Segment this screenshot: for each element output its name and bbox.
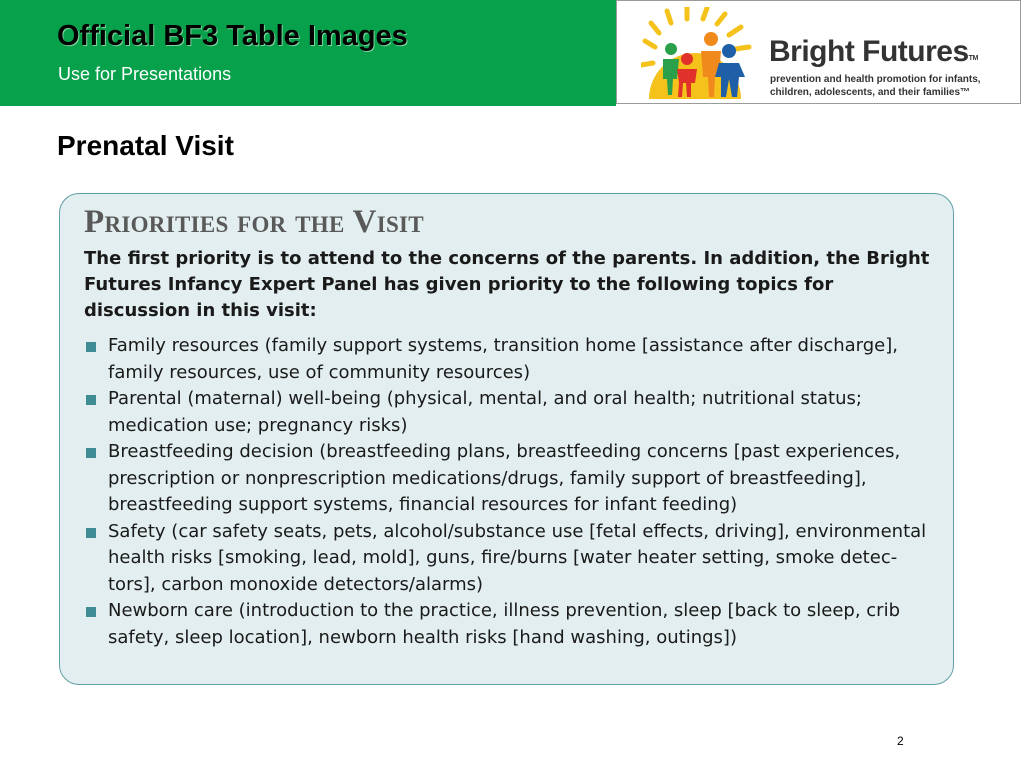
panel-intro: The first priority is to attend to the concerns of the parents. In addition, the Bright Futures Infancy Expert Panel has given priority to the following topics for discussion in this visit: — [84, 248, 930, 321]
list-item-text: Newborn care (introduction to the practice, illness prevention, sleep [back to sleep, crib safety, sleep location], newborn health risks [hand washing, outings]) — [108, 600, 900, 648]
logo-tagline: prevention and health promotion for infants, children, adolescents, and their families™ — [770, 74, 981, 98]
priorities-panel — [59, 193, 954, 685]
list-item-text: Parental (maternal) well-being (physical, mental, and oral health; nutritional status; medication use; pregnancy risks) — [108, 388, 862, 436]
list-item-text: Family resources (family support systems, transition home [assistance after discharge], family resources, use of community resources) — [108, 335, 898, 383]
list-item — [84, 439, 939, 519]
list-item — [84, 519, 939, 599]
trademark-symbol: TM — [968, 55, 978, 62]
header-bar — [0, 0, 616, 106]
page-title: Prenatal Visit — [57, 130, 234, 161]
panel-heading: Priorities for the Visit — [84, 204, 424, 240]
header-subtitle: Use for Presentations — [58, 64, 232, 84]
list-item-text: Breastfeeding decision (breastfeeding plans, breastfeeding concerns [past experiences, prescription or nonprescription medications/drugs, family support of breastfeeding], breastfeeding support systems, financial resources for infant feeding) — [108, 441, 901, 515]
square-bullet-icon — [86, 448, 96, 458]
logo-brand-text: Bright Futures — [769, 35, 969, 68]
square-bullet-icon — [86, 342, 96, 352]
square-bullet-icon — [86, 528, 96, 538]
list-item — [84, 598, 939, 651]
square-bullet-icon — [86, 395, 96, 405]
slide-number: 2 — [897, 734, 904, 748]
list-item — [84, 333, 939, 386]
bright-futures-logo — [616, 0, 1021, 104]
list-item — [84, 386, 939, 439]
topics-list — [84, 333, 939, 651]
logo-brand-name — [769, 35, 978, 69]
list-item-text: Safety (car safety seats, pets, alcohol/substance use [fetal effects, driving], environmental health risks [smoking, lead, mold], guns, fire/burns [water heater setting, smoke detec-tors], carbon monoxide detectors/alarms) — [108, 520, 927, 595]
header-title: Official BF3 Table Images — [57, 20, 408, 52]
sun-and-family-logo-icon — [641, 7, 761, 99]
square-bullet-icon — [86, 607, 96, 617]
